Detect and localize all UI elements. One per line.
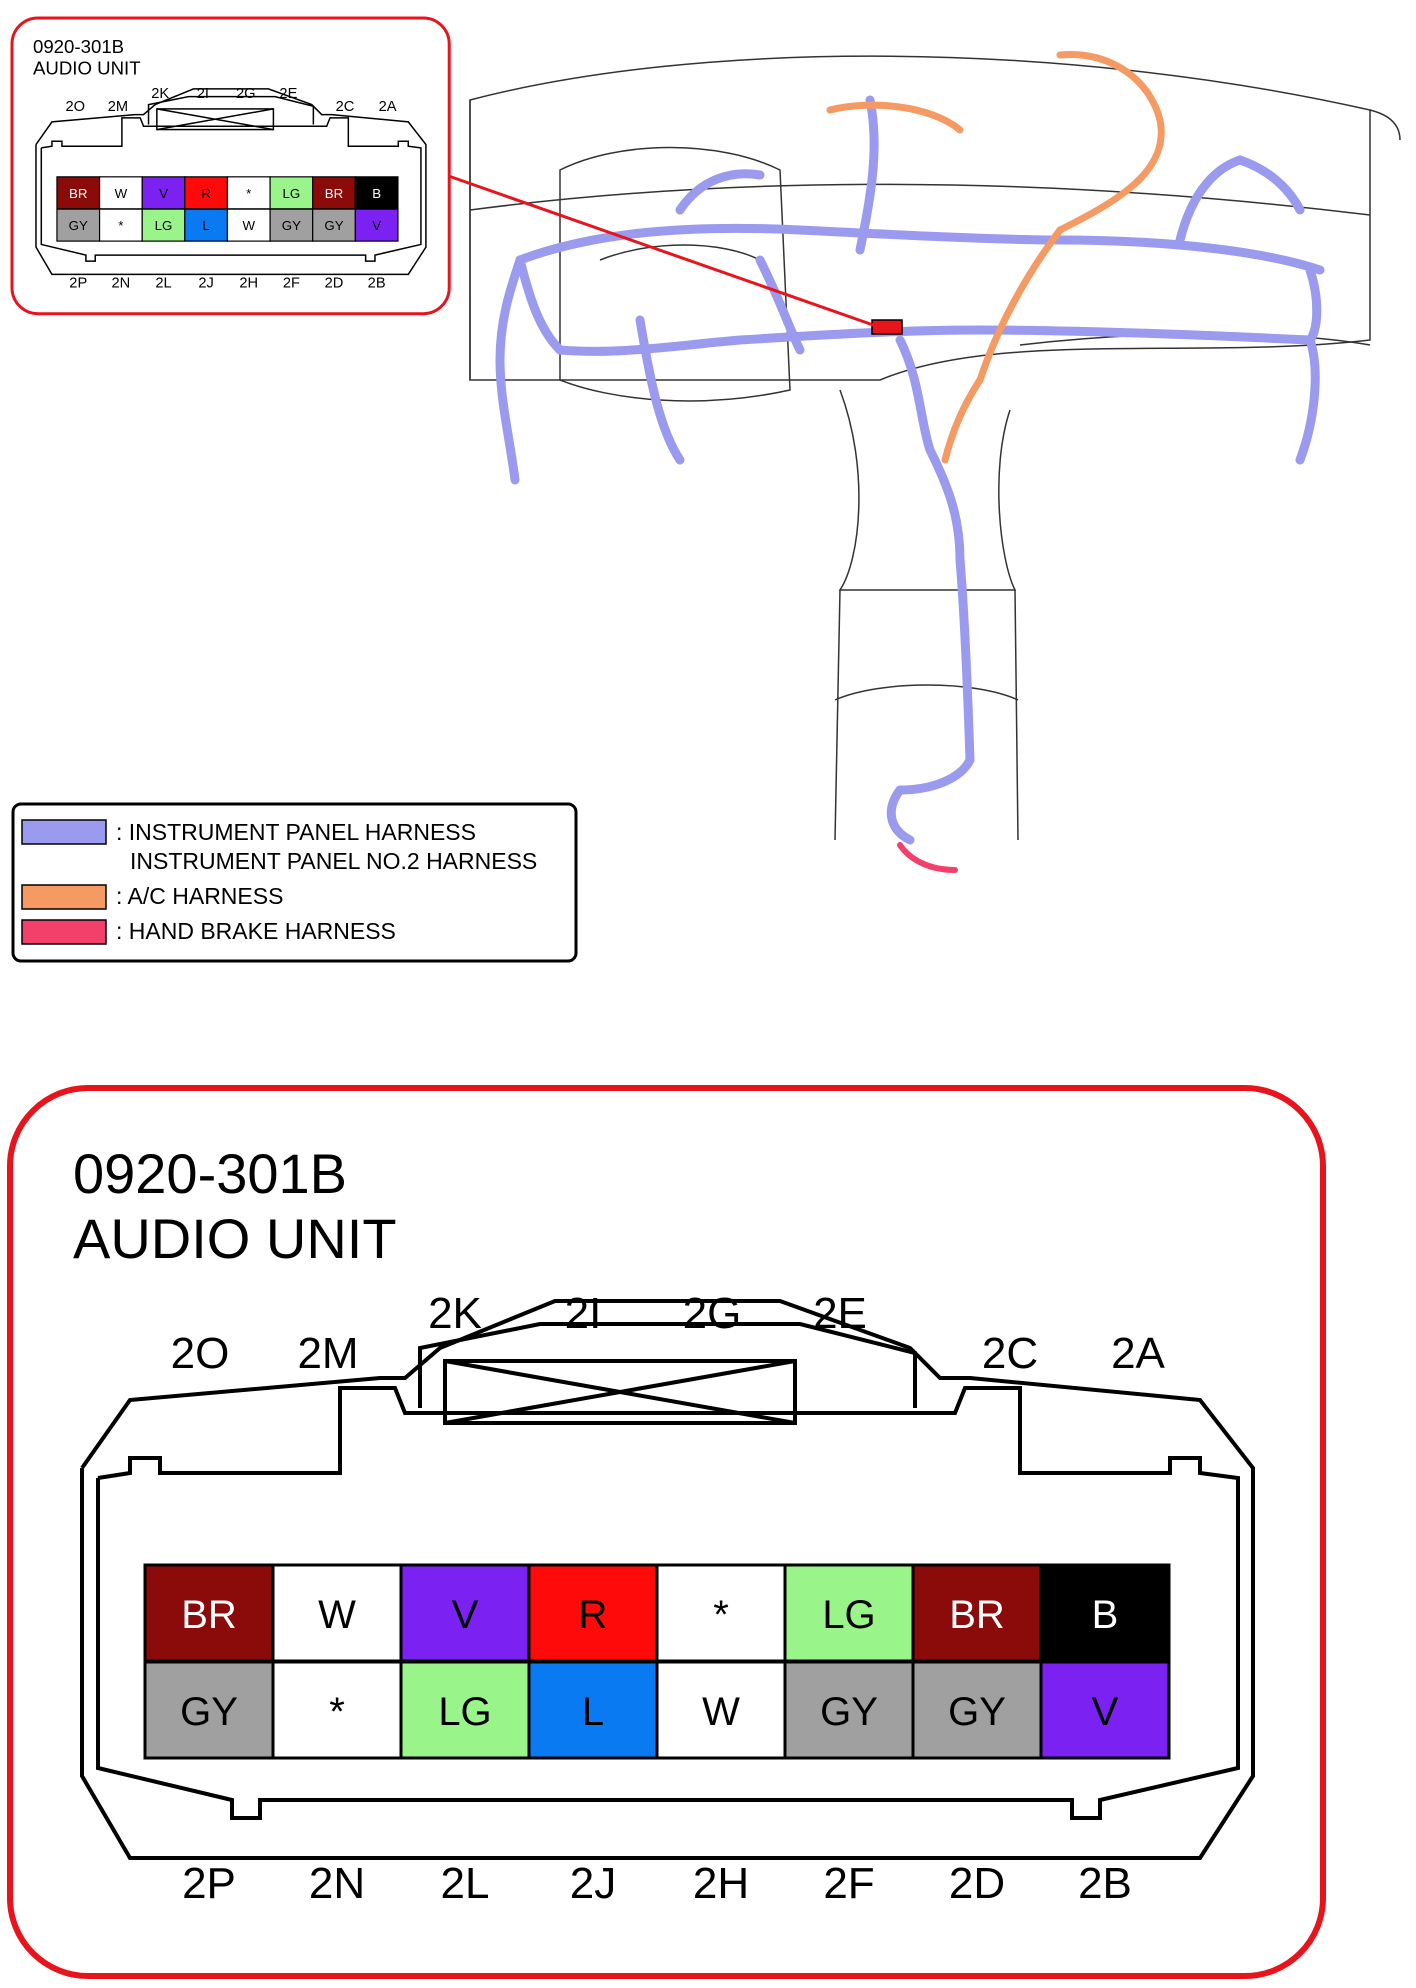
large-callout-pin-label-2o: 2O (170, 1329, 230, 1378)
small-callout-pin-label-2j: 2J (198, 275, 214, 292)
large-callout-wire-color-top-2: W (318, 1593, 356, 1637)
small-callout-wire-color-bottom-6: GY (281, 218, 302, 234)
large-callout-pin-label-2b: 2B (1078, 1859, 1132, 1908)
large-callout-pin-label-2e: 2E (813, 1289, 867, 1338)
small-callout-wire-color-top-2: W (114, 185, 128, 201)
instrument-panel-harness-routing (500, 100, 1320, 840)
small-callout-wire-color-top-7: BR (324, 185, 344, 201)
large-callout-pin-label-2h: 2H (692, 1859, 750, 1908)
large-callout-connector-name: AUDIO UNIT (73, 1207, 397, 1270)
legend-label-instrument-panel-harness: : INSTRUMENT PANEL HARNESS (116, 819, 476, 845)
large-callout-pin-label-2c: 2C (981, 1329, 1039, 1378)
small-callout-wire-color-top-3: V (159, 185, 168, 201)
legend-label-instrument-panel-no2-harness: INSTRUMENT PANEL NO.2 HARNESS (130, 848, 538, 874)
small-callout-pin-label-2d: 2D (324, 275, 344, 292)
large-callout-wire-color-top-8: B (1091, 1593, 1119, 1637)
large-callout-wire-color-bottom-2: * (329, 1690, 345, 1734)
small-callout-pin-label-2n: 2N (111, 275, 131, 292)
small-callout-pin-label-2b: 2B (367, 275, 386, 292)
large-callout-wire-color-bottom-4: L (581, 1690, 605, 1734)
small-callout-wire-color-top-1: BR (69, 185, 88, 201)
large-callout-pin-label-2j: 2J (569, 1859, 617, 1908)
connector-callout-small (12, 18, 449, 314)
large-callout-wire-color-top-7: BR (949, 1593, 1005, 1637)
small-callout-pin-label-2m: 2M (107, 99, 129, 116)
large-callout-wire-color-bottom-3: LG (438, 1690, 492, 1734)
large-callout-pin-label-2k: 2K (428, 1289, 482, 1338)
small-callout-pin-label-2a: 2A (378, 99, 397, 116)
connector-callout-large (10, 1088, 1323, 1976)
small-callout-pin-label-2c: 2C (335, 99, 355, 116)
large-callout-wire-color-bottom-5: W (702, 1690, 740, 1734)
large-callout-connector-code: 0920-301B (73, 1142, 348, 1205)
hand-brake-harness-routing (900, 845, 955, 870)
large-callout-wire-color-top-3: V (451, 1593, 479, 1637)
large-callout-pin-label-2g: 2G (682, 1289, 742, 1338)
large-callout-pin-label-2l: 2L (440, 1859, 490, 1908)
small-callout-wire-color-bottom-2: * (118, 218, 124, 234)
small-callout-wire-color-bottom-7: GY (324, 218, 344, 234)
large-callout-wire-color-top-4: R (578, 1593, 608, 1637)
small-callout-wire-color-bottom-8: V (372, 218, 382, 234)
small-callout-pin-label-2h: 2H (239, 275, 259, 292)
small-callout-wire-color-top-8: B (372, 185, 382, 201)
large-callout-wire-color-top-1: BR (181, 1593, 237, 1637)
small-callout-connector-code: 0920-301B (32, 35, 125, 57)
legend-swatch-instrument-panel-harness (22, 820, 106, 844)
large-callout-pin-label-2f: 2F (823, 1859, 875, 1908)
small-callout-pin-label-2i: 2I (196, 85, 209, 102)
harness-legend (13, 804, 576, 961)
small-callout-wire-color-top-5: * (246, 185, 252, 201)
small-callout-pin-label-2e: 2E (279, 85, 298, 102)
large-callout-pin-label-2p: 2P (182, 1859, 236, 1908)
large-callout-wire-color-top-6: LG (822, 1593, 876, 1637)
large-callout-pin-label-2d: 2D (948, 1859, 1006, 1908)
large-callout-wire-color-bottom-1: GY (180, 1690, 238, 1734)
legend-label-hand-brake-harness: : HAND BRAKE HARNESS (116, 918, 396, 944)
legend-swatch-ac-harness (22, 885, 106, 909)
small-callout-wire-color-bottom-3: LG (154, 218, 173, 234)
large-callout-wire-color-bottom-8: V (1091, 1690, 1119, 1734)
ac-harness-routing (830, 54, 1161, 460)
small-callout-wire-color-bottom-5: W (242, 218, 256, 234)
small-callout-pin-label-2f: 2F (282, 275, 300, 292)
small-callout-pin-label-2k: 2K (151, 85, 170, 102)
legend-swatch-hand-brake-harness (22, 920, 106, 944)
legend-label-ac-harness: : A/C HARNESS (116, 883, 284, 909)
small-callout-wire-color-top-6: LG (282, 185, 301, 201)
audio-unit-connector-marker (872, 320, 902, 334)
large-callout-wire-color-bottom-6: GY (820, 1690, 878, 1734)
small-callout-wire-color-bottom-4: L (202, 218, 210, 234)
small-callout-pin-label-2l: 2L (155, 275, 172, 292)
small-callout-wire-color-top-4: R (201, 185, 211, 201)
large-callout-wire-color-bottom-7: GY (948, 1690, 1006, 1734)
large-callout-pin-label-2i: 2I (564, 1289, 602, 1338)
small-callout-pin-label-2o: 2O (65, 99, 86, 116)
small-callout-pin-label-2g: 2G (236, 85, 256, 102)
large-callout-wire-color-top-5: * (713, 1593, 729, 1637)
small-callout-wire-color-bottom-1: GY (68, 218, 88, 234)
small-callout-connector-name: AUDIO UNIT (32, 57, 141, 79)
large-callout-pin-label-2n: 2N (308, 1859, 366, 1908)
large-callout-pin-label-2a: 2A (1111, 1329, 1165, 1378)
large-callout-pin-label-2m: 2M (297, 1329, 359, 1378)
small-callout-pin-label-2p: 2P (69, 275, 88, 292)
